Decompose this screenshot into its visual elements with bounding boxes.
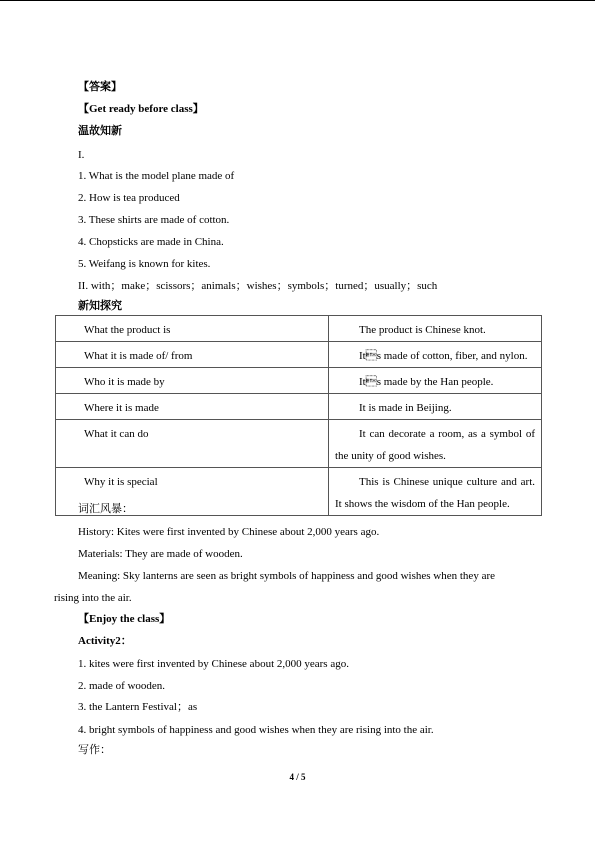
part1-item: 3. These shirts are made of cotton. xyxy=(78,214,230,226)
table-row xyxy=(56,394,542,420)
activity-item: 4. bright symbols of happiness and good wishes when they are rising into the air. xyxy=(78,724,434,736)
writing-heading: 写作： xyxy=(78,744,111,756)
table-row xyxy=(56,420,542,468)
table-cell-answer: This is Chinese unique culture and art. It shows the wisdom of the Han people. xyxy=(329,468,542,516)
part1-item: 1. What is the model plane made of xyxy=(78,170,235,182)
vocab-materials: Materials: They are made of wooden. xyxy=(78,548,243,560)
part2-line: II. with；make；scissors；animals；wishes；symbols；turned；usually；such xyxy=(78,280,438,292)
activity-item: 1. kites were first invented by Chinese about 2,000 years ago. xyxy=(78,658,349,670)
explore-heading: 新知探究 xyxy=(78,300,122,312)
table-cell-question: Who it is made by xyxy=(56,368,329,394)
answers-heading: 【答案】 xyxy=(78,81,122,93)
table-row xyxy=(56,342,542,368)
table-cell-answer: The product is Chinese knot. xyxy=(329,316,542,342)
table-cell-answer: Its made by the Han people. xyxy=(329,368,542,394)
header-rule xyxy=(0,0,595,1)
table-cell-question: What it can do xyxy=(56,420,329,468)
page-number: 4 / 5 xyxy=(289,772,306,782)
part1-item: 2. How is tea produced xyxy=(78,192,180,204)
part1-item: 5. Weifang is known for kites. xyxy=(78,258,211,270)
table-cell-answer: Its made of cotton, fiber, and nylon. xyxy=(329,342,542,368)
table-cell-question: Where it is made xyxy=(56,394,329,420)
product-table xyxy=(55,315,542,516)
part1-item: 4. Chopsticks are made in China. xyxy=(78,236,224,248)
vocab-meaning-continued: rising into the air. xyxy=(54,592,132,604)
review-heading: 温故知新 xyxy=(78,125,122,137)
table-cell-question: What it is made of/ from xyxy=(56,342,329,368)
table-row xyxy=(56,316,542,342)
vocab-history: History: Kites were first invented by Chinese about 2,000 years ago. xyxy=(78,526,380,538)
activity-item: 3. the Lantern Festival；as xyxy=(78,701,198,713)
vocab-meaning: Meaning: Sky lanterns are seen as bright symbols of happiness and good wishes when they are xyxy=(78,570,495,582)
vocab-heading: 词汇风暴： xyxy=(78,503,133,515)
get-ready-heading: 【Get ready before class】 xyxy=(78,103,204,115)
enjoy-heading: 【Enjoy the class】 xyxy=(78,613,171,625)
activity-heading: Activity2： xyxy=(78,635,132,647)
table-cell-question: What the product is xyxy=(56,316,329,342)
activity-item: 2. made of wooden. xyxy=(78,680,166,692)
table-cell-answer: It is made in Beijing. xyxy=(329,394,542,420)
table-cell-question: Why it is special xyxy=(56,468,329,516)
part1-label: I. xyxy=(78,149,85,161)
table-row xyxy=(56,368,542,394)
table-cell-answer: It can decorate a room, as a symbol of the unity of good wishes. xyxy=(329,420,542,468)
